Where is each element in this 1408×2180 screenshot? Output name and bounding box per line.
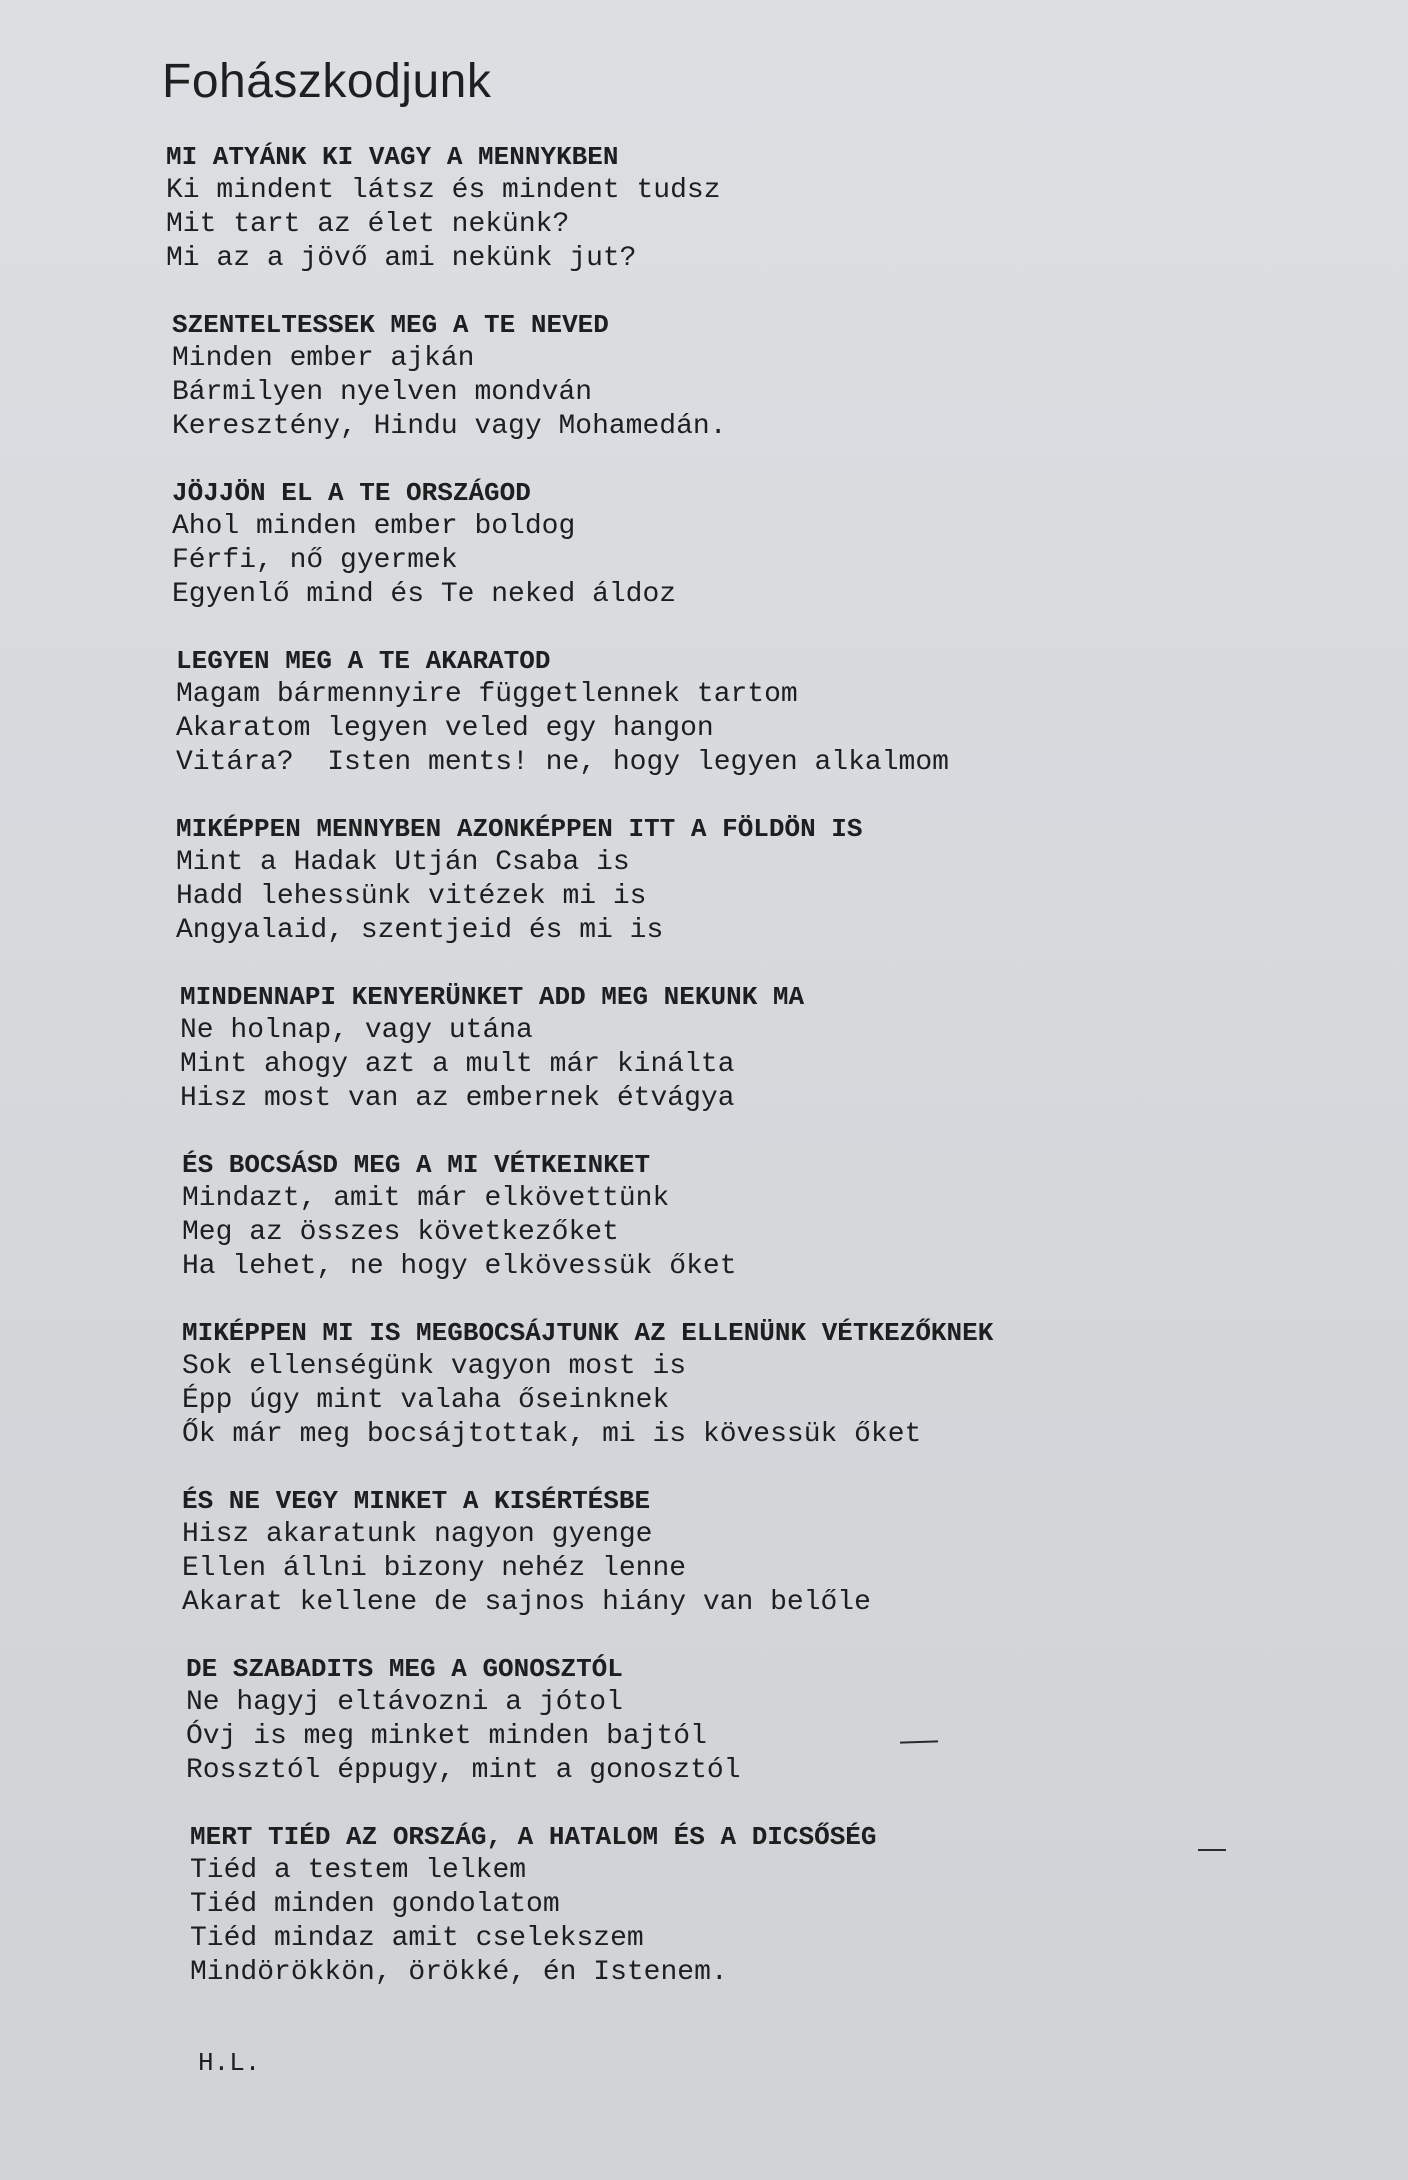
stanza-line: Mint ahogy azt a mult már kinálta — [180, 1049, 735, 1080]
stanza-heading: MIKÉPPEN MENNYBEN AZONKÉPPEN ITT A FÖLDÖN IS — [176, 814, 863, 844]
poem-body — [166, 140, 1316, 2022]
stanza-line: Akaratom legyen veled egy hangon — [176, 713, 714, 744]
stanza-line: Mindazt, amit már elkövettünk — [182, 1183, 670, 1214]
stanza-line: Sok ellenségünk vagyon most is — [182, 1351, 687, 1382]
stanza-line: Ellen állni bizony nehéz lenne — [182, 1553, 687, 1584]
stanza-line: Mi az a jövő ami nekünk jut? — [166, 243, 637, 274]
stanza-heading: JÖJJÖN EL A TE ORSZÁGOD — [172, 478, 531, 508]
stanza-line: Magam bármennyire függetlennek tartom — [176, 679, 798, 710]
stanza-line: Rossztól éppugy, mint a gonosztól — [186, 1755, 741, 1786]
stanza-line: Férfi, nő gyermek — [172, 545, 458, 576]
page-title: Fohászkodjunk — [162, 55, 492, 108]
stanza-heading: ÉS NE VEGY MINKET A KISÉRTÉSBE — [182, 1486, 651, 1516]
stanza-line: Akarat kellene de sajnos hiány van belőle — [182, 1587, 871, 1618]
stanza-line: Angyalaid, szentjeid és mi is — [176, 915, 664, 946]
stanza-line: Meg az összes következőket — [182, 1217, 619, 1248]
stanza-line: Vitára? Isten ments! ne, hogy legyen alkalmom — [176, 747, 949, 778]
stanza-line: Tiéd a testem lelkem — [190, 1855, 527, 1886]
stanza-line: Hisz akaratunk nagyon gyenge — [182, 1519, 653, 1550]
stanza-line: Hisz most van az embernek étvágya — [180, 1083, 735, 1114]
stanza — [190, 1820, 1316, 1990]
stanza — [172, 308, 1316, 444]
stanza-heading: SZENTELTESSEK MEG A TE NEVED — [172, 310, 609, 340]
stanza-line: Egyenlő mind és Te neked áldoz — [172, 579, 677, 610]
stanza — [172, 476, 1316, 612]
stanza-line: Épp úgy mint valaha őseinknek — [182, 1385, 670, 1416]
stanza-heading: DE SZABADITS MEG A GONOSZTÓL — [186, 1654, 623, 1684]
stanza-line: Mint a Hadak Utján Csaba is — [176, 847, 630, 878]
stanza-heading: ÉS BOCSÁSD MEG A MI VÉTKEINKET — [182, 1150, 651, 1180]
stanza-line: Tiéd mindaz amit cselekszem — [190, 1923, 644, 1954]
stanza-line: Ahol minden ember boldog — [172, 511, 576, 542]
stanza-line: Ha lehet, ne hogy elkövessük őket — [182, 1251, 737, 1282]
stanza — [182, 1316, 1316, 1452]
stanza-line: Óvj is meg minket minden bajtól — [186, 1721, 707, 1752]
stanza-heading: MIKÉPPEN MI IS MEGBOCSÁJTUNK AZ ELLENÜNK VÉTKEZŐKNEK — [182, 1318, 994, 1348]
stanza — [166, 140, 1316, 276]
stanza — [176, 644, 1316, 780]
stanza — [182, 1148, 1316, 1284]
stanza-line: Bármilyen nyelven mondván — [172, 377, 593, 408]
stanza-line: Minden ember ajkán — [172, 343, 475, 374]
stanza-line: Ne hagyj eltávozni a jótol — [186, 1687, 623, 1718]
stanza-heading: LEGYEN MEG A TE AKARATOD — [176, 646, 551, 676]
stanza-line: Ki mindent látsz és mindent tudsz — [166, 175, 721, 206]
stanza — [186, 1652, 1316, 1788]
stanza-heading: MINDENNAPI KENYERÜNKET ADD MEG NEKUNK MA — [180, 982, 805, 1012]
stanza-line: Hadd lehessünk vitézek mi is — [176, 881, 647, 912]
signature: H.L. — [198, 2048, 261, 2078]
stanza-line: Mindörökkön, örökké, én Istenem. — [190, 1957, 728, 1988]
stanza-heading: MERT TIÉD AZ ORSZÁG, A HATALOM ÉS A DICSŐSÉG — [190, 1822, 877, 1852]
stanza-line: Keresztény, Hindu vagy Mohamedán. — [172, 411, 727, 442]
stanza-line: Tiéd minden gondolatom — [190, 1889, 560, 1920]
stanza-line: Mit tart az élet nekünk? — [166, 209, 570, 240]
pen-dash-mark — [1198, 1849, 1226, 1851]
stanza — [182, 1484, 1316, 1620]
stanza-line: Ne holnap, vagy utána — [180, 1015, 533, 1046]
stanza-line: Ők már meg bocsájtottak, mi is kövessük őket — [182, 1419, 922, 1450]
stanza — [176, 812, 1316, 948]
stanza — [180, 980, 1316, 1116]
stanza-heading: MI ATYÁNK KI VAGY A MENNYKBEN — [166, 142, 619, 172]
